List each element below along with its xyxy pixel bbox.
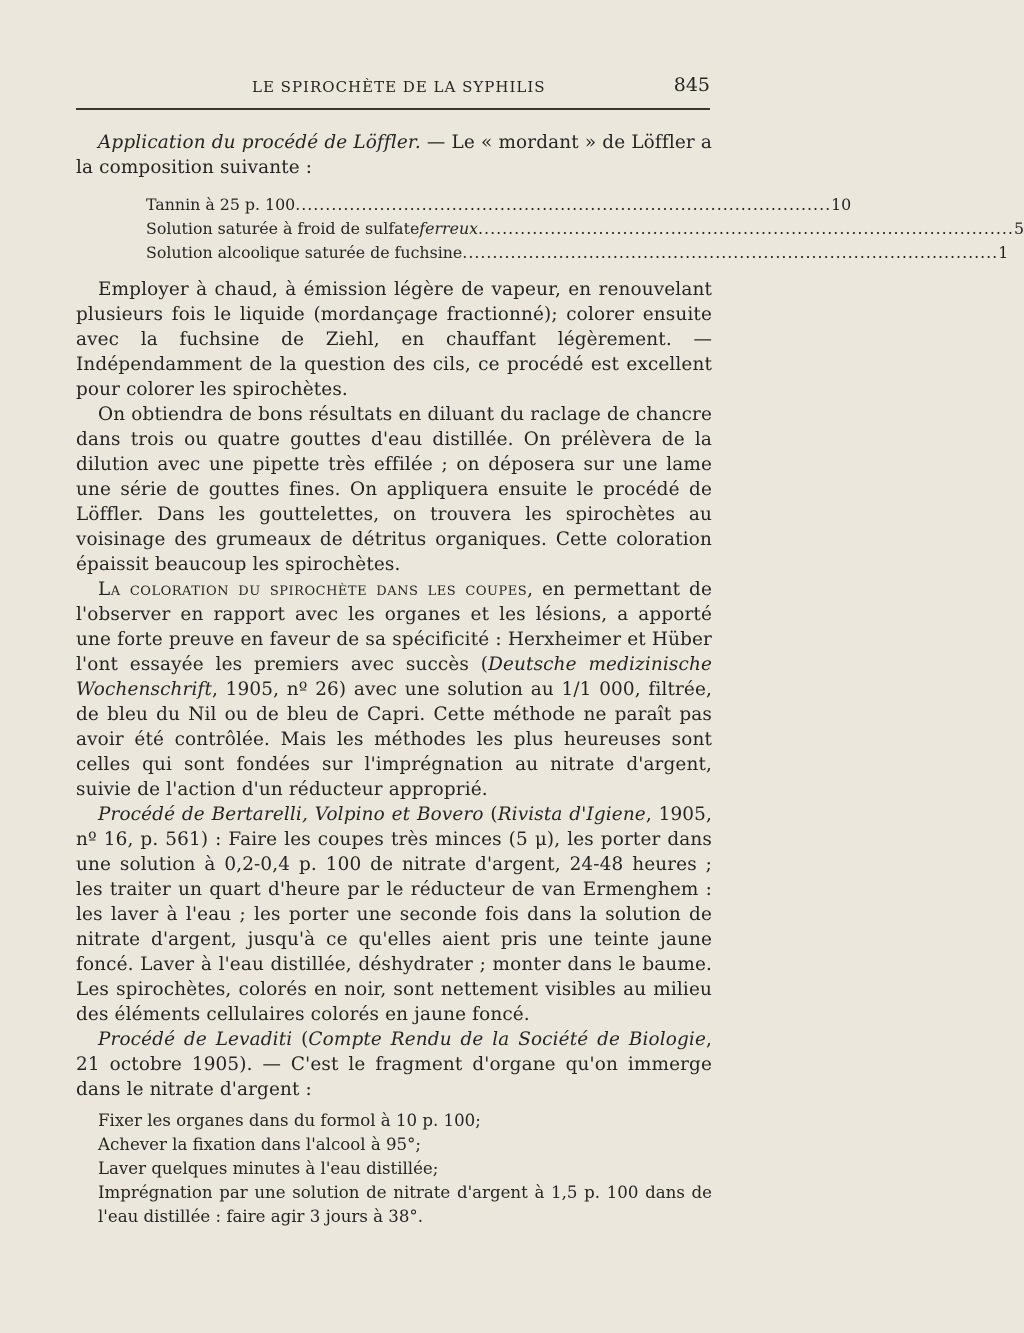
paragraph-bertarelli: Procédé de Bertarelli, Volpino et Bovero (Rivista d'Igiene, 1905, nº 16, p. 561) : Faire les coupes très minces (5 μ), les porter dans une solution à 0,2-0,4 p. 100 de nitrate d'argent, 24-48 heures ; les traiter un quart d'heure par le réducteur de van Ermenghem : les laver à l'eau ; les porter une seconde fois dans la solution de nitrate d'argent, jusqu'à ce qu'elles aient pris une teinte jaune foncé. Laver à l'eau distillée, déshydrater ; monter dans le baume. Les spirochètes, colorés en noir, sont nettement visibles au milieu des éléments cellulaires colorés en jaune foncé. <box>76 804 713 1025</box>
page-body <box>76 130 1024 1229</box>
mordant-formula <box>146 193 1024 265</box>
list-item: Achever la fixation dans l'alcool à 95°; <box>98 1135 421 1154</box>
dot-leader: ......................................................................................... <box>478 219 1014 238</box>
formula-quantity: 10 <box>831 195 852 214</box>
paragraph-raclage: On obtiendra de bons résultats en diluant du raclage de chancre dans trois ou quatre gouttes d'eau distillée. On prélèvera de la dilution avec une pipette très effilée ; on déposera sur une lame une série de gouttes fines. On appliquera ensuite le procédé de Löffler. Dans les gouttelettes, on trouvera les spirochètes au voisinage des grumeaux de détritus organiques. Cette coloration épaissit beaucoup les spirochètes. <box>76 404 712 575</box>
dot-leader: ......................................................................................... <box>295 195 832 214</box>
list-item: Laver quelques minutes à l'eau distillée; <box>98 1159 439 1178</box>
formula-ingredient: Solution alcoolique saturée de fuchsine <box>146 243 463 262</box>
section-heading-coupes: La coloration du spirochète dans les coupes <box>98 579 528 600</box>
list-item: Fixer les organes dans du formol à 10 p. 100; <box>98 1111 481 1130</box>
section-heading-bertarelli: Procédé de Bertarelli, Volpino et Bovero <box>98 804 484 825</box>
list-item: Imprégnation par une solution de nitrate d'argent à 1,5 p. 100 dans de l'eau distillée : faire agir 3 jours à 38°. <box>98 1183 712 1226</box>
paragraph-loffler <box>76 130 712 180</box>
formula-ingredient: Solution saturée à froid de sulfate <box>146 219 420 238</box>
paragraph-coupes: La coloration du spirochète dans les coupes, en permettant de l'observer en rapport avec les organes et les lésions, a apporté une forte preuve en faveur de sa spécificité : Herxheimer et Hüber l'ont essayée les premiers avec succès (Deutsche medizinische Wochenschrift, 1905, nº 26) avec une solution au 1/1 000, filtrée, de bleu du Nil ou de bleu de Capri. Cette méthode ne paraît pas avoir été contrôlée. Mais les méthodes les plus heureuses sont celles qui sont fondées sur l'imprégnation au nitrate d'argent, suivie de l'action d'un réducteur approprié. <box>76 579 713 800</box>
page-header <box>76 76 710 98</box>
section-heading-levaditi: Procédé de Levaditi <box>98 1029 293 1050</box>
page-number: 845 <box>673 74 710 96</box>
levaditi-steps <box>76 1109 712 1229</box>
formula-row <box>146 217 1024 241</box>
formula-row <box>146 241 1009 265</box>
formula-ingredient-italic: ferreux <box>419 219 479 238</box>
running-title: LE SPIROCHÈTE DE LA SYPHILIS <box>252 78 546 96</box>
dot-leader: ......................................................................................... <box>462 243 999 262</box>
paragraph-levaditi: Procédé de Levaditi (Compte Rendu de la Société de Biologie, 21 octobre 1905). — C'est le fragment d'organe qu'on immerge dans le nitrate d'argent : <box>76 1029 712 1100</box>
paragraph-text: — Le « mordant » de Löffler a la composition suivante : <box>76 132 713 178</box>
section-heading-loffler: Application du procédé de Löffler. <box>98 132 421 153</box>
formula-row <box>146 193 852 217</box>
formula-quantity: 1 <box>998 243 1009 262</box>
header-rule <box>76 108 710 110</box>
journal-citation: Compte Rendu de la Société de Biologie <box>308 1029 706 1050</box>
formula-ingredient: Tannin à 25 p. 100 <box>146 195 296 214</box>
formula-quantity: 5 <box>1013 219 1024 238</box>
paragraph-ziehl: Employer à chaud, à émission légère de vapeur, en renouvelant plusieurs fois le liquide (mordançage fractionné); colorer ensuite avec la fuchsine de Ziehl, en chauffant légèrement. — Indépendamment de la question des cils, ce procédé est excellent pour colorer les spirochètes. <box>76 279 712 400</box>
journal-citation: Deutsche medizinische Wochenschrift <box>76 654 712 700</box>
journal-citation: Rivista d'Igiene <box>497 804 646 825</box>
